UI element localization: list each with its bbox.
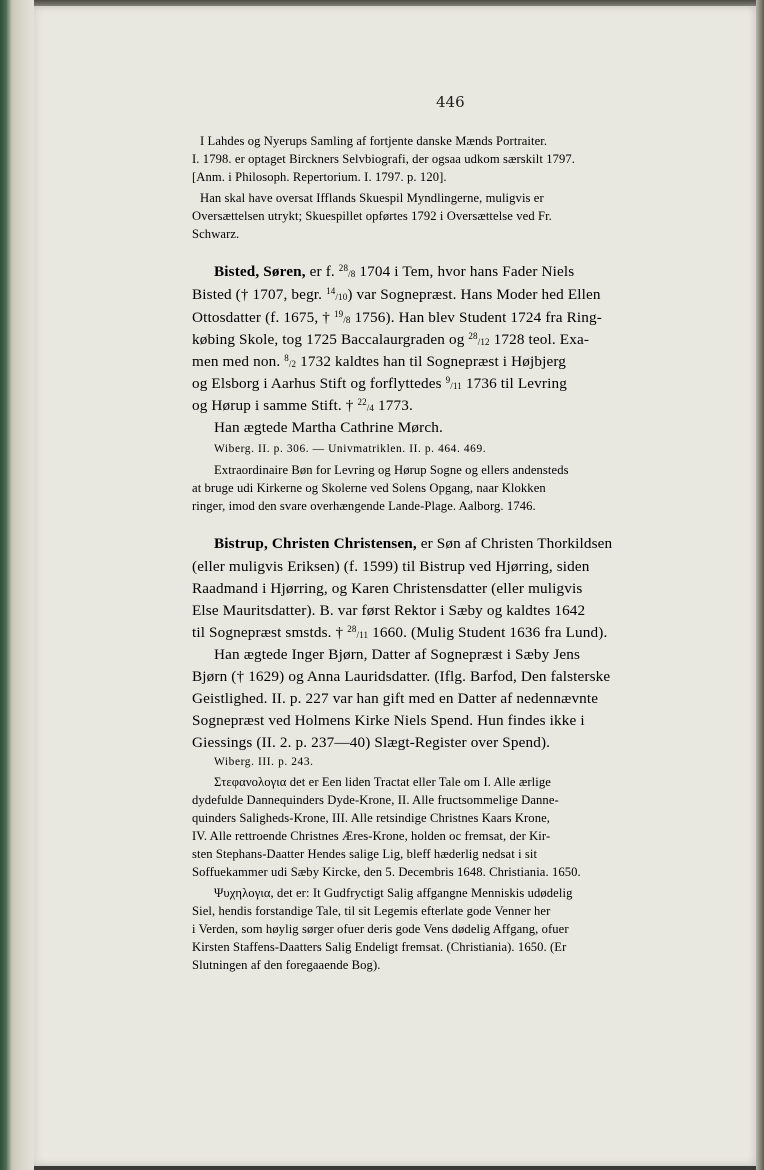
text-line: Han ægtede Inger Bjørn, Datter af Sognepræst i Sæby Jens: [214, 646, 581, 663]
text-span: Bisted († 1707, begr.: [192, 286, 327, 303]
entry-heading: Bisted, Søren,: [214, 263, 306, 280]
text-line: Ψυχηλογια, det er: It Gudfryctigt Salig affgangne Menniskis udødelig: [214, 886, 573, 900]
text-line: Sognepræst ved Holmens Kirke Niels Spend. Hun findes ikke i: [192, 712, 585, 729]
text-line: [192, 375, 567, 393]
text-line: Soffuekammer udi Sæby Kircke, den 5. Decembris 1648. Christiania. 1650.: [192, 865, 581, 879]
text-line: [192, 624, 607, 642]
text-line: I Lahdes og Nyerups Samling af fortjente danske Mænds Portraiter.: [200, 134, 548, 148]
text-line: Bjørn († 1629) og Anna Lauridsdatter. (Iflg. Barfod, Den falsterske: [192, 668, 611, 685]
entry-first-line: [214, 535, 612, 553]
date-sub: /12: [477, 337, 490, 347]
text-line: [192, 331, 589, 349]
text-span: købing Skole, tog 1725 Baccalaurgraden og: [192, 331, 469, 348]
text-line: [192, 353, 566, 371]
text-line: Han ægtede Martha Cathrine Mørch.: [214, 419, 443, 436]
entry-heading: Bistrup, Christen Christensen,: [214, 535, 417, 552]
text-line: quinders Saligheds-Krone, III. Alle retsindige Christnes Kaars Krone,: [192, 811, 551, 825]
text-line: Han skal have oversat Ifflands Skuespil Myndlingerne, muligvis er: [200, 191, 544, 205]
page-number: 446: [436, 93, 465, 111]
text-line: Siel, hendis forstandige Tale, til sit Legemis efterlate gode Venner her: [192, 904, 551, 918]
date-sup: 28: [468, 331, 478, 341]
text-span: 1732 kaldtes han til Sognepræst i Højbjerg: [296, 353, 567, 370]
date-sub: /8: [343, 315, 351, 325]
text-span: og Hørup i samme Stift. †: [192, 397, 358, 414]
text-span: 1756). Han blev Student 1724 fra Ring-: [350, 309, 602, 326]
text-line: Slutningen af den foregaaende Bog).: [192, 958, 381, 972]
text-span: 1660. (Mulig Student 1636 fra Lund).: [368, 624, 608, 641]
date-sup: 19: [333, 309, 344, 319]
text-line: Schwarz.: [192, 227, 240, 241]
text-line: [192, 309, 602, 327]
text-line: [Anm. i Philosoph. Repertorium. I. 1797. p. 120].: [192, 170, 447, 184]
date-sub: /11: [450, 381, 462, 391]
date-sup: 22: [357, 397, 367, 407]
text-line: Extraordinaire Bøn for Levring og Hørup Sogne og ellers andensteds: [214, 463, 569, 477]
date-sup: 28: [347, 624, 357, 634]
text-line: ringer, imod den svare overhængende Lande-Plage. Aalborg. 1746.: [192, 499, 536, 513]
text-line: Else Mauritsdatter). B. var først Rektor i Sæby og kaldtes 1642: [192, 602, 586, 619]
date-sup: 8: [284, 353, 289, 363]
entry-first-line: [214, 263, 574, 281]
date-sub: /10: [335, 292, 348, 302]
text-span: er f.: [305, 263, 339, 280]
text-span: ) var Sognepræst. Hans Moder hed Ellen: [347, 286, 601, 303]
date-sup: 9: [445, 375, 451, 385]
text-line: Στεφανολογια det er Een liden Tractat eller Tale om I. Alle ærlige: [214, 775, 551, 789]
text-span: og Elsborg i Aarhus Stift og forflyttedes: [192, 375, 446, 392]
date-sub: /4: [366, 403, 375, 413]
text-span: men med non.: [192, 353, 285, 370]
text-line: IV. Alle rettroende Christnes Æres-Krone, holden oc fremsat, der Kir-: [192, 829, 551, 843]
date-sub: /8: [348, 269, 356, 279]
text-line: Geistlighed. II. p. 227 var han gift med en Datter af nedennævnte: [192, 690, 599, 707]
text-span: Ottosdatter (f. 1675, †: [192, 309, 334, 326]
text-span: er Søn af Christen Thorkildsen: [416, 535, 613, 552]
text-line: I. 1798. er optaget Birckners Selvbiografi, der ogsaa udkom særskilt 1797.: [192, 152, 576, 166]
date-sup: 14: [326, 286, 336, 296]
date-sub: /2: [288, 359, 297, 369]
date-sub: /11: [356, 630, 369, 640]
text-line: [192, 397, 413, 415]
text-span: 1736 til Levring: [461, 375, 567, 392]
date-sup: 28: [338, 263, 349, 273]
text-line: i Verden, som høylig sørger ofuer deris gode Vens dødelig Affgang, ofuer: [192, 922, 569, 936]
text-line: Raadmand i Hjørring, og Karen Christensdatter (eller muligvis: [192, 580, 583, 597]
text-line: Oversættelsen utrykt; Skuespillet opførtes 1792 i Oversættelse ved Fr.: [192, 209, 552, 223]
reference-line: Wiberg. II. p. 306. — Univmatriklen. II. p. 464. 469.: [214, 443, 487, 455]
text-span: 1728 teol. Exa-: [489, 331, 590, 348]
text-line: [192, 286, 601, 304]
text-line: Kirsten Staffens-Daatters Salig Endeligt fremsat. (Christiania). 1650. (Er: [192, 940, 567, 954]
book-binding: [0, 0, 34, 1170]
reference-line: Wiberg. III. p. 243.: [214, 756, 314, 768]
text-line: dydefulde Dannequinders Dyde-Krone, II. Alle fructsommelige Danne-: [192, 793, 559, 807]
text-span: til Sognepræst smstds. †: [192, 624, 348, 641]
text-span: 1773.: [374, 397, 413, 414]
text-line: at bruge udi Kirkerne og Skolerne ved Solens Opgang, naar Klokken: [192, 481, 546, 495]
text-line: (eller muligvis Eriksen) (f. 1599) til Bistrup ved Hjørring, siden: [192, 558, 590, 575]
text-line: sten Stephans-Daatter Hendes salige Lig, bleff hæderlig nedsat i sit: [192, 847, 538, 861]
text-line: Giessings (II. 2. p. 237—40) Slægt-Register over Spend).: [192, 734, 551, 751]
page-right-edge: [756, 0, 764, 1170]
text-span: 1704 i Tem, hvor hans Fader Niels: [355, 263, 575, 280]
